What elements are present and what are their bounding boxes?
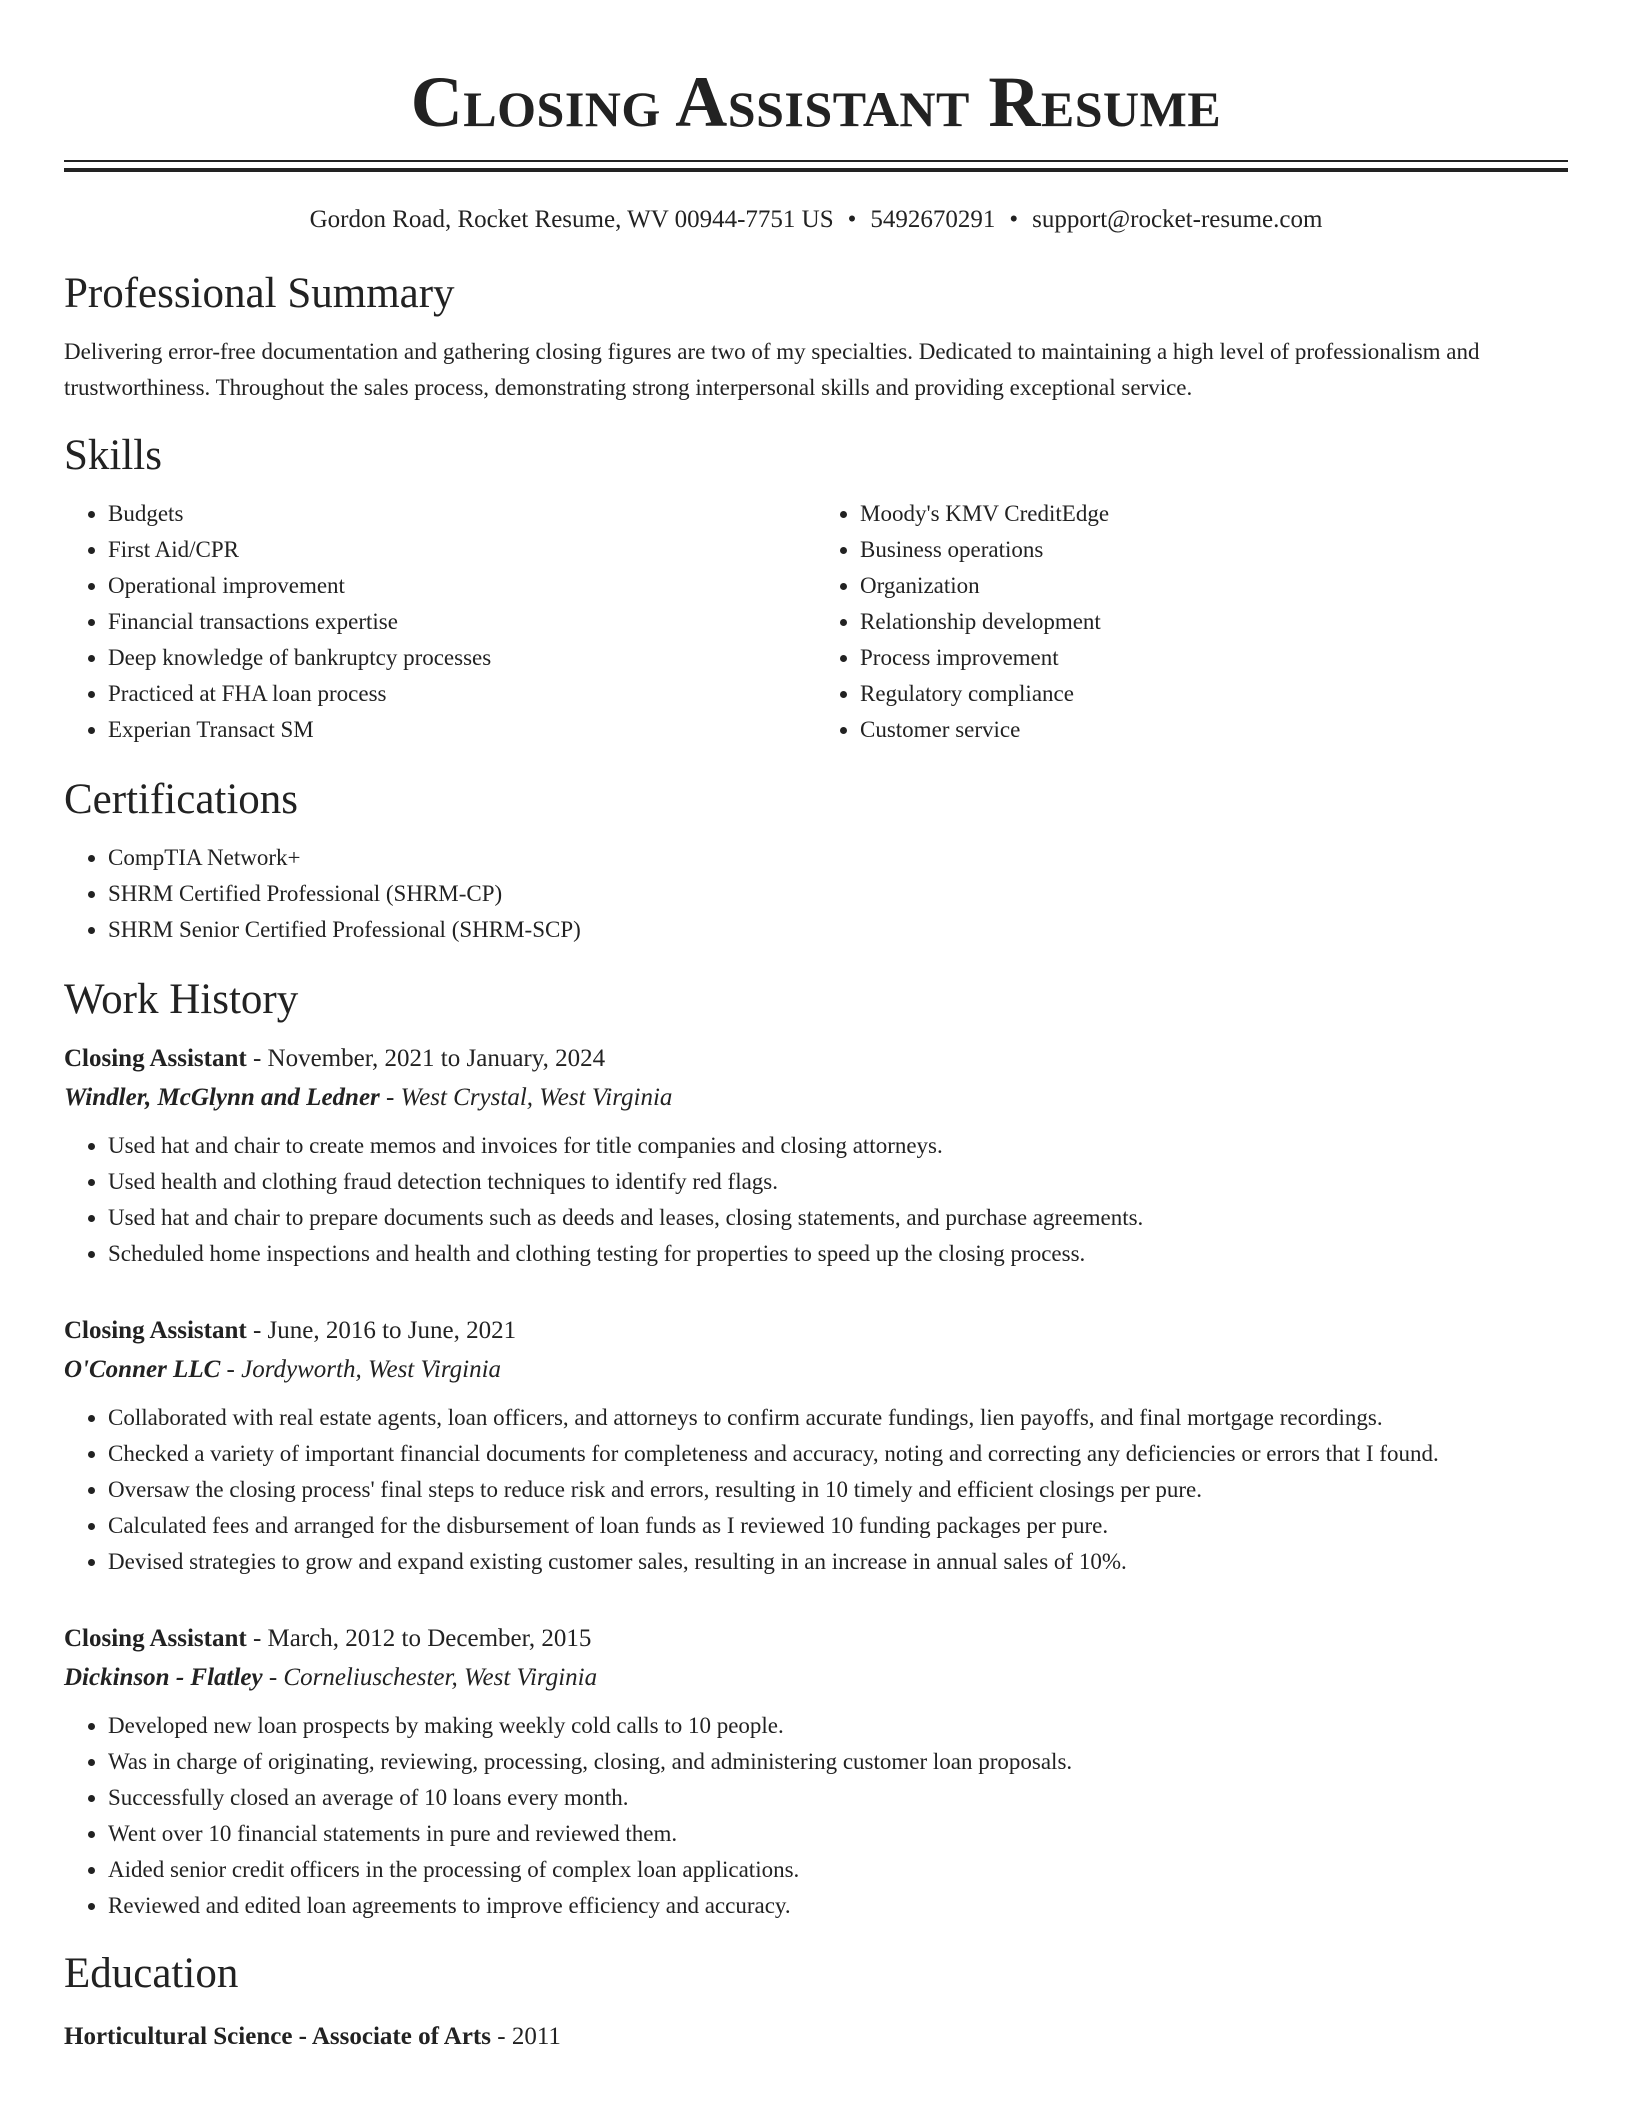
contact-line [64, 204, 1568, 236]
job-bullet: • Calculated fees and arranged for the disbursement of loan funds as I reviewed 10 funding packages per pure. [108, 1508, 1568, 1544]
certification-item: • SHRM Certified Professional (SHRM-CP) [108, 876, 1568, 912]
skill-item: • Regulatory compliance [860, 676, 1568, 712]
job-title-line [64, 1312, 1568, 1350]
job-dates: - June, 2016 to June, 2021 [246, 1317, 517, 1344]
job-title: Closing Assistant [64, 1317, 247, 1344]
contact-separator: • [847, 206, 857, 233]
job-title: Closing Assistant [64, 1625, 247, 1652]
summary-heading: Professional Summary [64, 270, 455, 317]
job-company-line [64, 1658, 1568, 1698]
skills-heading: Skills [64, 432, 162, 479]
job-bullets [64, 1708, 1568, 1924]
skill-item: • Organization [860, 568, 1568, 604]
job-bullet: • Used hat and chair to prepare documents such as deeds and leases, closing statements, and purchase agreements. [108, 1200, 1568, 1236]
skill-item: • Experian Transact SM [108, 712, 816, 748]
job-company: Dickinson - Flatley [64, 1664, 263, 1691]
education-heading: Education [64, 1950, 239, 1997]
job-company-line [64, 1078, 1568, 1118]
job-company-line [64, 1350, 1568, 1390]
job-company: O'Conner LLC [64, 1356, 221, 1383]
contact-separator: • [1009, 206, 1019, 233]
job-dates: - November, 2021 to January, 2024 [246, 1045, 606, 1072]
job-bullet: • Collaborated with real estate agents, loan officers, and attorneys to confirm accurate fundings, lien payoffs, and final mortgage recordings. [108, 1400, 1568, 1436]
skill-item: • Business operations [860, 532, 1568, 568]
work-history-heading: Work History [64, 976, 299, 1023]
job-bullet: • Developed new loan prospects by making weekly cold calls to 10 people. [108, 1708, 1568, 1744]
certifications-list [64, 840, 1568, 948]
skill-item: • Financial transactions expertise [108, 604, 816, 640]
job-entry [64, 1620, 1568, 1924]
certification-item: • SHRM Senior Certified Professional (SHRM-SCP) [108, 912, 1568, 948]
title-rule-thin [64, 160, 1568, 162]
skills-list-left [64, 496, 816, 748]
skill-item: • First Aid/CPR [108, 532, 816, 568]
skill-item: • Budgets [108, 496, 816, 532]
job-bullet: • Aided senior credit officers in the processing of complex loan applications. [108, 1852, 1568, 1888]
contact-phone: 5492670291 [870, 206, 996, 233]
job-bullet: • Scheduled home inspections and health and clothing testing for properties to speed up the closing process. [108, 1236, 1568, 1272]
job-bullet: • Oversaw the closing process' final steps to reduce risk and errors, resulting in 10 timely and efficient closings per pure. [108, 1472, 1568, 1508]
skills-list-right [816, 496, 1568, 748]
job-dates: - March, 2012 to December, 2015 [246, 1625, 592, 1652]
title-rule-thick [64, 168, 1568, 172]
job-entry [64, 1312, 1568, 1580]
certification-item: • CompTIA Network+ [108, 840, 1568, 876]
job-bullet: • Successfully closed an average of 10 loans every month. [108, 1780, 1568, 1816]
job-entry [64, 1040, 1568, 1272]
job-bullet: • Reviewed and edited loan agreements to improve efficiency and accuracy. [108, 1888, 1568, 1924]
certifications-heading: Certifications [64, 776, 299, 823]
job-location: - West Crystal, West Virginia [379, 1084, 673, 1111]
contact-address: Gordon Road, Rocket Resume, WV 00944-7751 US [309, 206, 834, 233]
job-bullets [64, 1400, 1568, 1580]
skill-item: • Relationship development [860, 604, 1568, 640]
job-bullet: • Used hat and chair to create memos and invoices for title companies and closing attorneys. [108, 1128, 1568, 1164]
education-entry [64, 2018, 1568, 2056]
job-bullet: • Used health and clothing fraud detection techniques to identify red flags. [108, 1164, 1568, 1200]
education-year: - 2011 [491, 2023, 561, 2050]
job-title: Closing Assistant [64, 1045, 247, 1072]
skill-item: • Process improvement [860, 640, 1568, 676]
job-bullets [64, 1128, 1568, 1272]
job-bullet: • Went over 10 financial statements in pure and reviewed them. [108, 1816, 1568, 1852]
summary-text: Delivering error-free documentation and gathering closing figures are two of my specialties. Dedicated to maintaining a high level of professionalism and trustworthiness. Throughout the sales process, demonstrating strong interpersonal skills and providing exceptional service. [64, 339, 1480, 400]
education-degree: Horticultural Science - Associate of Arts [64, 2023, 491, 2050]
skill-item: • Practiced at FHA loan process [108, 676, 816, 712]
resume-title: Closing Assistant Resume [410, 62, 1222, 142]
job-location: - Jordyworth, West Virginia [220, 1356, 502, 1383]
job-location: - Corneliuschester, West Virginia [262, 1664, 598, 1691]
job-company: Windler, McGlynn and Ledner [64, 1084, 380, 1111]
education-section [64, 1948, 1568, 2056]
job-bullet: • Devised strategies to grow and expand existing customer sales, resulting in an increase in annual sales of 10%. [108, 1544, 1568, 1580]
contact-email: support@rocket-resume.com [1032, 206, 1323, 233]
work-history-section [64, 974, 1568, 1924]
summary-section [64, 268, 1568, 406]
skill-item: • Customer service [860, 712, 1568, 748]
skills-columns [64, 496, 1568, 748]
job-bullet: • Was in charge of originating, reviewing, processing, closing, and administering customer loan proposals. [108, 1744, 1568, 1780]
job-bullet: • Checked a variety of important financial documents for completeness and accuracy, noting and correcting any deficiencies or errors that I found. [108, 1436, 1568, 1472]
skill-item: • Deep knowledge of bankruptcy processes [108, 640, 816, 676]
certifications-section [64, 774, 1568, 948]
skills-section [64, 430, 1568, 748]
skill-item: • Moody's KMV CreditEdge [860, 496, 1568, 532]
job-title-line [64, 1040, 1568, 1078]
job-title-line [64, 1620, 1568, 1658]
skill-item: • Operational improvement [108, 568, 816, 604]
